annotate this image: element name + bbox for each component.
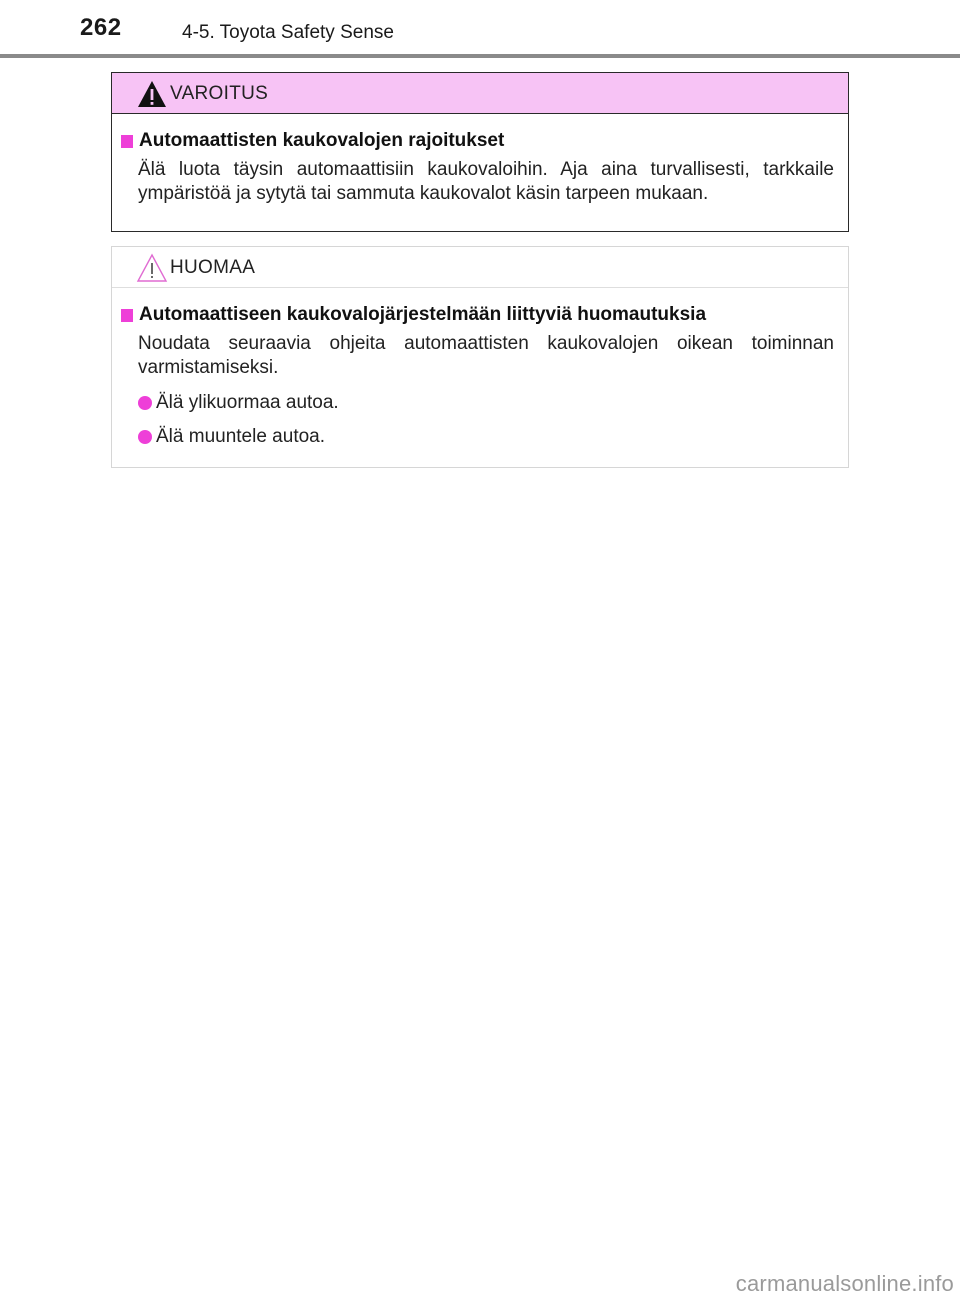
warning-box-body <box>112 114 848 206</box>
list-item-text: Älä ylikuormaa autoa. <box>156 392 339 413</box>
section-title: 4-5. Toyota Safety Sense <box>182 22 394 43</box>
warning-box-header <box>112 73 848 114</box>
circle-bullet-icon <box>138 430 152 444</box>
square-bullet-icon <box>121 309 133 322</box>
square-bullet-icon <box>121 135 133 148</box>
notice-box-header <box>112 247 848 288</box>
notice-box <box>111 246 849 468</box>
warning-heading-text: Automaattisten kaukovalojen rajoitukset <box>139 130 505 151</box>
warning-label: VAROITUS <box>170 83 269 104</box>
list-item <box>138 426 834 448</box>
page-number: 262 <box>80 14 122 41</box>
watermark: carmanualsonline.info <box>735 1271 954 1296</box>
warning-triangle-filled-icon <box>136 79 168 109</box>
warning-triangle-outline-icon <box>136 253 168 283</box>
warning-paragraph: Älä luota täysin automaattisiin kaukovaloihin. Aja aina turvallisesti, tarkkaile ympäristöä ja sytytä tai sammuta kaukovalot käsin tarpeen mukaan. <box>138 159 834 204</box>
circle-bullet-icon <box>138 396 152 410</box>
notice-box-body <box>112 288 848 448</box>
notice-item-heading <box>120 304 834 326</box>
header-rule <box>0 54 960 58</box>
page-header <box>0 0 960 58</box>
warning-box <box>111 72 849 232</box>
notice-heading-text: Automaattiseen kaukovalojärjestelmään liittyviä huomautuksia <box>139 304 707 325</box>
notice-paragraph: Noudata seuraavia ohjeita automaattisten kaukovalojen oikean toiminnan varmistamiseksi. <box>138 333 834 378</box>
warning-item-heading <box>120 130 834 152</box>
notice-label: HUOMAA <box>170 257 256 278</box>
list-item <box>138 392 834 414</box>
list-item-text: Älä muuntele autoa. <box>156 426 326 447</box>
